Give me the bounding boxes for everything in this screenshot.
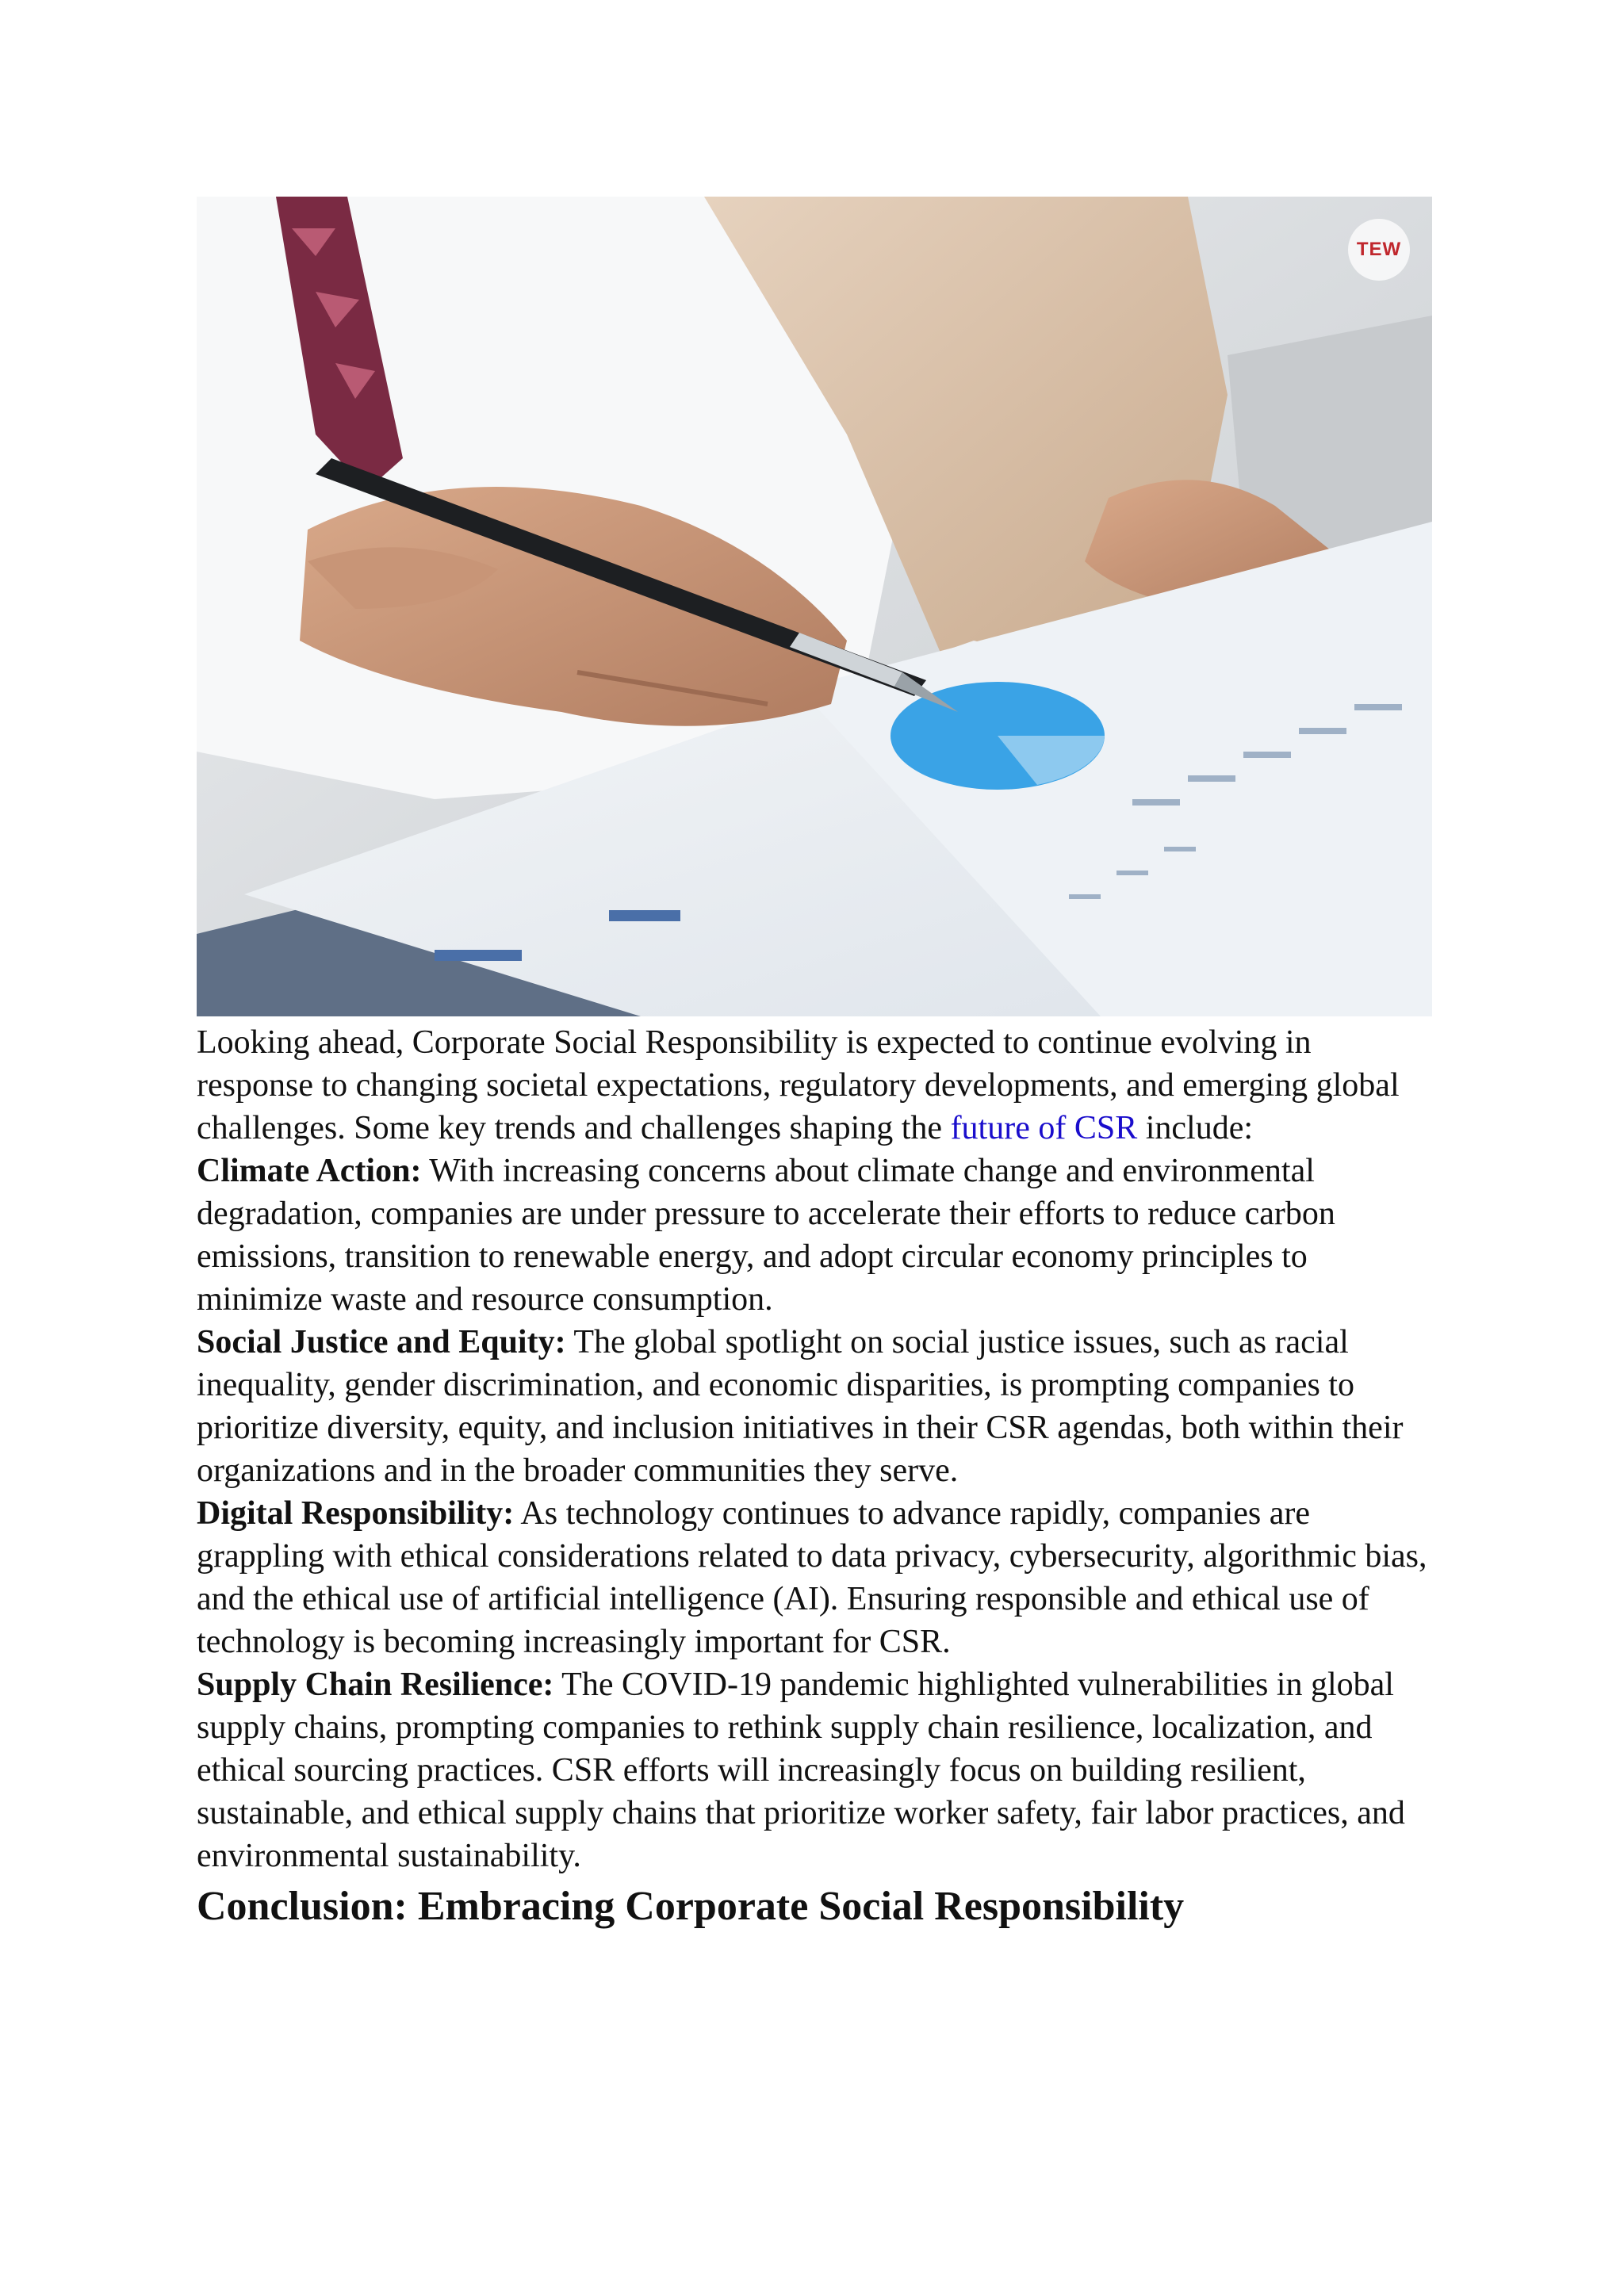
trend-text: The COVID-19 pandemic highlighted vulnerabilities in global supply chains, prompting companies to rethink supply chain resilience, localization, and ethical sourcing practices. CSR efforts will increasingly focus on building resilient, sustainable, and ethical supply chains that prioritize worker safety, fair labor practices, and environmental sustainability. — [197, 1667, 1405, 1874]
trend-paragraph-supply-chain — [197, 1663, 1434, 1877]
conclusion-heading: Conclusion: Embracing Corporate Social Responsibility — [197, 1884, 1185, 1929]
business-document-photo — [197, 197, 1432, 1016]
future-of-csr-link[interactable]: future of CSR — [950, 1110, 1138, 1146]
document-page — [197, 197, 1434, 1933]
trend-text: As technology continues to advance rapidly, companies are grappling with ethical considerations related to data privacy, cybersecurity, algorithmic bias, and the ethical use of artificial intelligence (AI). Ensuring responsible and ethical use of technology is becoming increasingly important for CSR. — [197, 1495, 1427, 1660]
trend-label: Supply Chain Resilience: — [197, 1667, 554, 1703]
intro-text: Looking ahead, Corporate Social Responsibility is expected to continue evolving in response to changing societal expectations, regulatory developments, and emerging global challenges. Some key trends and challenges shaping the — [197, 1024, 1400, 1146]
intro-paragraph — [197, 1021, 1434, 1150]
trend-label: Climate Action: — [197, 1153, 422, 1189]
photo-illustration — [197, 197, 1432, 1016]
tew-logo-text: TEW — [1356, 239, 1402, 260]
trend-paragraph-social-justice — [197, 1321, 1434, 1492]
trend-paragraph-digital-responsibility — [197, 1492, 1434, 1663]
trend-label: Social Justice and Equity: — [197, 1324, 566, 1360]
tew-logo — [1348, 219, 1410, 281]
article-body — [197, 1021, 1434, 1877]
trend-text: The global spotlight on social justice issues, such as racial inequality, gender discrimination, and economic disparities, is prompting companies to prioritize diversity, equity, and inclusion initiatives in their CSR agendas, both within their organizations and in the broader communities they serve. — [197, 1324, 1404, 1489]
intro-text-end: include: — [1137, 1110, 1254, 1146]
trend-text: With increasing concerns about climate change and environmental degradation, companies are under pressure to accelerate their efforts to reduce carbon emissions, transition to renewable energy, and adopt circular economy principles to minimize waste and resource consumption. — [197, 1153, 1335, 1318]
trend-paragraph-climate-action — [197, 1150, 1434, 1321]
trend-label: Digital Responsibility: — [197, 1495, 515, 1532]
